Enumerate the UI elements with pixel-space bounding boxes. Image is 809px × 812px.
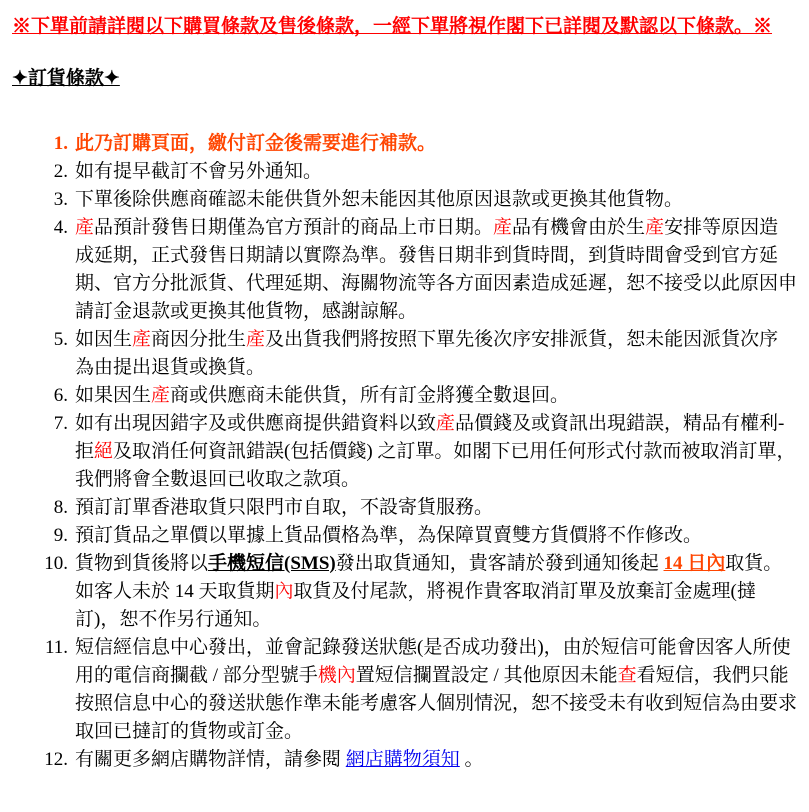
red-character: 產: [132, 329, 152, 350]
term-text: [75, 550, 797, 634]
term-item: [26, 634, 801, 746]
text-segment: 如有出現因錯字及或供應商提供錯資料以致: [75, 413, 437, 434]
term-text: [75, 382, 797, 410]
text-segment: 短信經信息中心發出，並會記錄發送狀態(是否成功發出)，由於短信可能會因客人所使用的電信商攔截 / 部分型號手: [75, 637, 791, 686]
term-item: [26, 130, 801, 158]
section-title-order-terms: ✦訂貨條款✦: [12, 68, 120, 89]
term-item: [26, 158, 801, 186]
text-segment: 貨物到貨後將以: [75, 553, 209, 574]
term-number: 4.: [53, 217, 68, 238]
term-item: [26, 382, 801, 410]
term-number: 2.: [53, 161, 68, 182]
term-text: [75, 186, 797, 214]
red-character: 絕: [94, 441, 114, 462]
red-character: 產: [436, 413, 456, 434]
pickup-deadline-text: 14 日內: [663, 553, 726, 574]
term-item: [26, 410, 801, 494]
term-number: 6.: [53, 385, 68, 406]
text-segment: 及取消任何資訊錯誤(包括價錢) 之訂單。如閣下已用任何形式付款而被取消訂單，我們將會全數退回已收取之款項。: [75, 441, 796, 490]
term-text: [75, 494, 797, 522]
term-text: [75, 634, 797, 746]
text-segment: 商因分批生: [151, 329, 247, 350]
term-text: [75, 158, 797, 186]
sms-notice-text: 手機短信(SMS): [208, 553, 336, 574]
term-text: [75, 214, 797, 326]
term-number: 7.: [53, 413, 68, 434]
text-segment: 看短信，我們只能按照信息中心的發送狀態作準未能考慮客人個別情況，恕不接受未有收到短信為由要求取回已撻訂的貨物或訂金。: [75, 665, 798, 742]
red-character: 產: [493, 217, 513, 238]
red-character: 產: [645, 217, 665, 238]
term-item: [26, 522, 801, 550]
text-segment: 取貨。如客人未於 14 天取貨期: [75, 553, 783, 602]
term-item: [26, 214, 801, 326]
term-number: 10.: [44, 553, 68, 574]
text-segment: 如因生: [75, 329, 133, 350]
term-item: [26, 550, 801, 634]
text-segment: 品價錢及或資訊出現錯誤，精品有權利-拒: [75, 413, 785, 462]
text-segment: 商或供應商未能供貨，所有訂金將獲全數退回。: [170, 385, 570, 406]
text-segment: 品有機會由於生: [512, 217, 646, 238]
red-character: 產: [75, 217, 95, 238]
text-segment: 預訂訂單香港取貨只限門市自取，不設寄貨服務。: [75, 497, 494, 518]
red-character: 機內: [317, 665, 356, 686]
term-text: [75, 130, 797, 158]
text-segment: 下單後除供應商確認未能供貨外恕未能因其他原因退款或更換其他貨物。: [75, 189, 684, 210]
text-segment: 安排等原因造成延期，正式發售日期請以實際為準。發售日期非到貨時間，到貨時間會受到官方延期、官方分批派貨、代理延期、海關物流等各方面因素造成延遲，恕不接受以此原因申請訂金退款或更換其他貨物，感謝諒解。: [75, 217, 798, 322]
text-segment: 。: [459, 749, 484, 770]
red-character: 產: [151, 385, 171, 406]
term-number: 12.: [44, 749, 68, 770]
text-segment: 發出取貨通知，貴客請於發到通知後起: [335, 553, 664, 574]
order-terms-list: [26, 130, 801, 774]
term-number: 3.: [53, 189, 68, 210]
emphasis-text: 此乃訂購頁面，繳付訂金後需要進行補款。: [75, 133, 437, 154]
term-number: 8.: [53, 497, 68, 518]
red-character: 產: [246, 329, 266, 350]
pre-order-warning: ※下單前請詳閱以下購買條款及售後條款，一經下單將視作閣下已詳閱及默認以下條款。※: [12, 16, 773, 37]
term-text: [75, 746, 797, 774]
term-number: 1.: [53, 133, 68, 154]
text-segment: 品預計發售日期僅為官方預計的商品上市日期。: [94, 217, 494, 238]
text-segment: 有關更多網店購物詳情，請參閱: [75, 749, 346, 770]
term-text: [75, 326, 797, 382]
term-text: [75, 522, 797, 550]
text-segment: 如果因生: [75, 385, 152, 406]
text-segment: 置短信攔置設定 / 其他原因未能: [355, 665, 618, 686]
term-item: [26, 326, 801, 382]
red-character: 內: [274, 581, 294, 602]
term-text: [75, 410, 797, 494]
text-segment: 取貨及付尾款，將視作貴客取消訂單及放棄訂金處理(撻訂)，恕不作另行通知。: [75, 581, 756, 630]
term-number: 9.: [53, 525, 68, 546]
term-item: [26, 494, 801, 522]
red-character: 查: [617, 665, 637, 686]
term-number: 5.: [53, 329, 68, 350]
term-item: [26, 186, 801, 214]
text-segment: 預訂貨品之單價以單據上貨品價格為準，為保障買賣雙方貨價將不作修改。: [75, 525, 703, 546]
shop-guide-link[interactable]: 網店購物須知: [345, 749, 460, 770]
term-number: 11.: [44, 637, 68, 658]
term-item: [26, 746, 801, 774]
text-segment: 及出貨我們將按照下單先後次序安排派貨，恕未能因派貨次序為由提出退貨或換貨。: [75, 329, 779, 378]
text-segment: 如有提早截訂不會另外通知。: [75, 161, 323, 182]
